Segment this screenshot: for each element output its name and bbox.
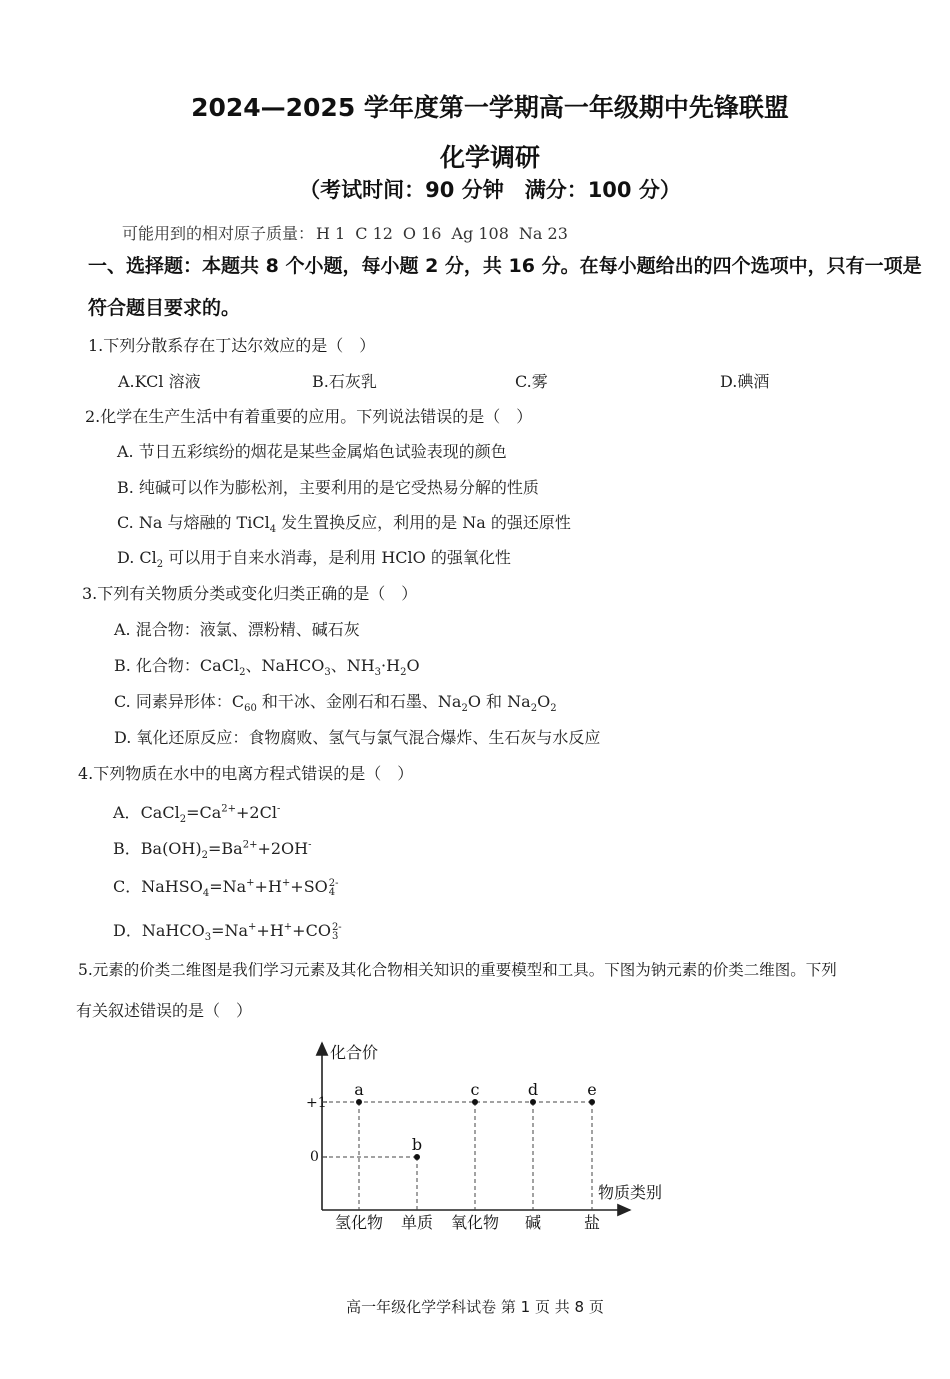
q4-c-f2: =Na [209, 877, 247, 896]
point-a [356, 1099, 362, 1105]
q2-d-text1: D. Cl [117, 548, 157, 567]
point-b [414, 1154, 420, 1160]
subject-title: 化学调研 [439, 143, 540, 172]
q3-b-s1: 2 [239, 667, 246, 679]
mass-o: O 16 [402, 224, 442, 243]
q1-option-c: C.雾 [515, 372, 548, 391]
q3-c-t2: 和干冰、金刚石和石墨、Na [256, 692, 462, 711]
point-d [530, 1099, 536, 1105]
q4-stem: 4.下列物质在水中的电离方程式错误的是（ ） [78, 764, 414, 783]
q4-d-f2: =Na [211, 921, 249, 940]
q2-c-text2: 发生置换反应，利用的是 Na 的强还原性 [276, 513, 571, 532]
mass-ag: Ag 108 [451, 224, 509, 243]
q3-c-s2: 2 [461, 703, 468, 715]
q3-c-s1: 60 [244, 703, 257, 715]
q3-c-t1: C. 同素异形体：C [114, 692, 245, 711]
q5-stem-line2: 有关叙述错误的是（ ） [76, 1001, 253, 1020]
mass-h: H 1 [316, 224, 346, 243]
x-tick-label: 盐 [583, 1213, 601, 1232]
q4-c-label: C． [113, 877, 142, 896]
y-tick-plus1: +1 [306, 1095, 327, 1111]
q4-a-f3: +2Cl [236, 803, 277, 822]
q3-b-t5: O [406, 656, 420, 675]
q2-option-a: A. 节日五彩缤纷的烟花是某些金属焰色试验表现的颜色 [117, 442, 507, 461]
q4-b-s1: 2 [201, 850, 208, 862]
q4-a-f1: CaCl [140, 803, 180, 822]
point-label-e: e [587, 1080, 597, 1099]
x-tick-label: 氧化物 [450, 1213, 500, 1232]
point-label-a: a [354, 1080, 364, 1099]
page-footer: 高一年级化学学科试卷 第 1 页 共 8 页 [346, 1298, 604, 1316]
q4-a-s1: 2 [179, 814, 187, 826]
y-tick-zero: 0 [310, 1149, 319, 1165]
q4-d-s1: 3 [204, 932, 212, 944]
q2-c-sub: 4 [269, 524, 277, 536]
q4-c-f1: NaHSO [141, 877, 203, 896]
q4-b-p1: 2+ [242, 839, 258, 851]
q4-d-f3: +H [256, 921, 284, 940]
section-heading-line2: 符合题目要求的。 [88, 297, 241, 319]
q4-b-p2: - [308, 839, 312, 851]
x-tick-label: 碱 [524, 1213, 542, 1232]
exam-title: 2024—2025 学年度第一学期高一年级期中先锋联盟 [191, 93, 789, 122]
q4-d-f4: +CO [292, 921, 331, 940]
q3-b-s2: 3 [324, 667, 331, 679]
point-label-c: c [470, 1080, 480, 1099]
q4-b-f3: +2OH [257, 839, 309, 858]
q3-b-t3: 、NH [330, 656, 375, 675]
mass-c: C 12 [355, 224, 393, 243]
q4-a-label: A． [113, 803, 141, 822]
q4-b-f1: Ba(OH) [140, 839, 202, 858]
q4-d-stack-sup: 2- [331, 921, 342, 933]
atomic-masses-label: 可能用到的相对原子质量： [122, 224, 315, 243]
q3-b-t4: ·H [381, 656, 401, 675]
q4-c-s1: 4 [202, 888, 210, 900]
q4-d-f1: NaHCO [141, 921, 205, 940]
q4-c-stack-sup: 2- [328, 877, 339, 889]
q4-c-f3: +H [254, 877, 282, 896]
q4-c-p2: + [281, 877, 291, 889]
q1-option-d: D.碘酒 [720, 372, 770, 391]
exam-info: （考试时间：90 分钟 满分：100 分） [299, 178, 681, 202]
mass-na: Na 23 [518, 224, 568, 243]
q3-option-d: D. 氧化还原反应：食物腐败、氢气与氯气混合爆炸、生石灰与水反应 [114, 728, 601, 747]
q4-a-p2: - [276, 803, 281, 815]
q3-b-s4: 2 [400, 667, 407, 679]
q4-a-p1: 2+ [221, 803, 237, 815]
q3-option-a: A. 混合物：液氯、漂粉精、碱石灰 [114, 620, 360, 639]
q3-stem: 3.下列有关物质分类或变化归类正确的是（ ） [82, 584, 418, 603]
q4-c-p1: + [246, 877, 255, 889]
point-c [472, 1099, 478, 1105]
q4-c-stack-sub: 4 [328, 886, 336, 898]
q4-b-f2: =Ba [208, 839, 243, 858]
q1-stem: 1.下列分散系存在丁达尔效应的是（ ） [88, 336, 376, 355]
q4-d-label: D． [113, 921, 142, 940]
q3-b-s3: 3 [374, 667, 382, 679]
q2-d-sub: 2 [156, 559, 164, 571]
q4-d-p1: + [248, 921, 257, 933]
q2-c-text1: C. Na 与熔融的 TiCl [117, 513, 270, 532]
x-tick-label: 氢化物 [334, 1213, 384, 1232]
point-label-b: b [411, 1135, 423, 1154]
q3-c-t3: O 和 Na [467, 692, 531, 711]
point-label-d: d [527, 1080, 539, 1099]
q2-stem: 2.化学在生产生活中有着重要的应用。下列说法错误的是（ ） [85, 407, 533, 426]
q4-c-f4: +SO [290, 877, 328, 896]
x-tick-label: 单质 [400, 1213, 434, 1232]
q3-c-s4: 2 [550, 703, 557, 715]
q2-option-b: B. 纯碱可以作为膨松剂，主要利用的是它受热易分解的性质 [117, 478, 539, 497]
point-e [589, 1099, 595, 1105]
q4-a-f2: =Ca [186, 803, 222, 822]
q3-b-t2: 、NaHCO [245, 656, 325, 675]
q4-d-stack-sub: 3 [331, 930, 339, 942]
section-heading-line1: 一、选择题：本题共 8 个小题，每小题 2 分，共 16 分。在每小题给出的四个选项中，只有一项是 [88, 255, 922, 277]
q4-d-p2: + [283, 921, 293, 933]
q2-d-text2: 可以用于自来水消毒，是利用 HClO 的强氧化性 [163, 548, 511, 567]
q1-option-b: B.石灰乳 [312, 372, 377, 391]
q1-option-a: A.KCl 溶液 [118, 372, 201, 391]
q4-b-label: B． [113, 839, 141, 858]
y-axis-label: 化合价 [330, 1043, 379, 1062]
q5-stem-line1: 5.元素的价类二维图是我们学习元素及其化合物相关知识的重要模型和工具。下图为钠元素的价类二维图。下列 [78, 961, 837, 979]
x-axis-label: 物质类别 [598, 1183, 663, 1202]
q3-b-t1: B. 化合物：CaCl [114, 656, 240, 675]
q3-c-s3: 2 [530, 703, 538, 715]
q3-c-t4: O [537, 692, 551, 711]
